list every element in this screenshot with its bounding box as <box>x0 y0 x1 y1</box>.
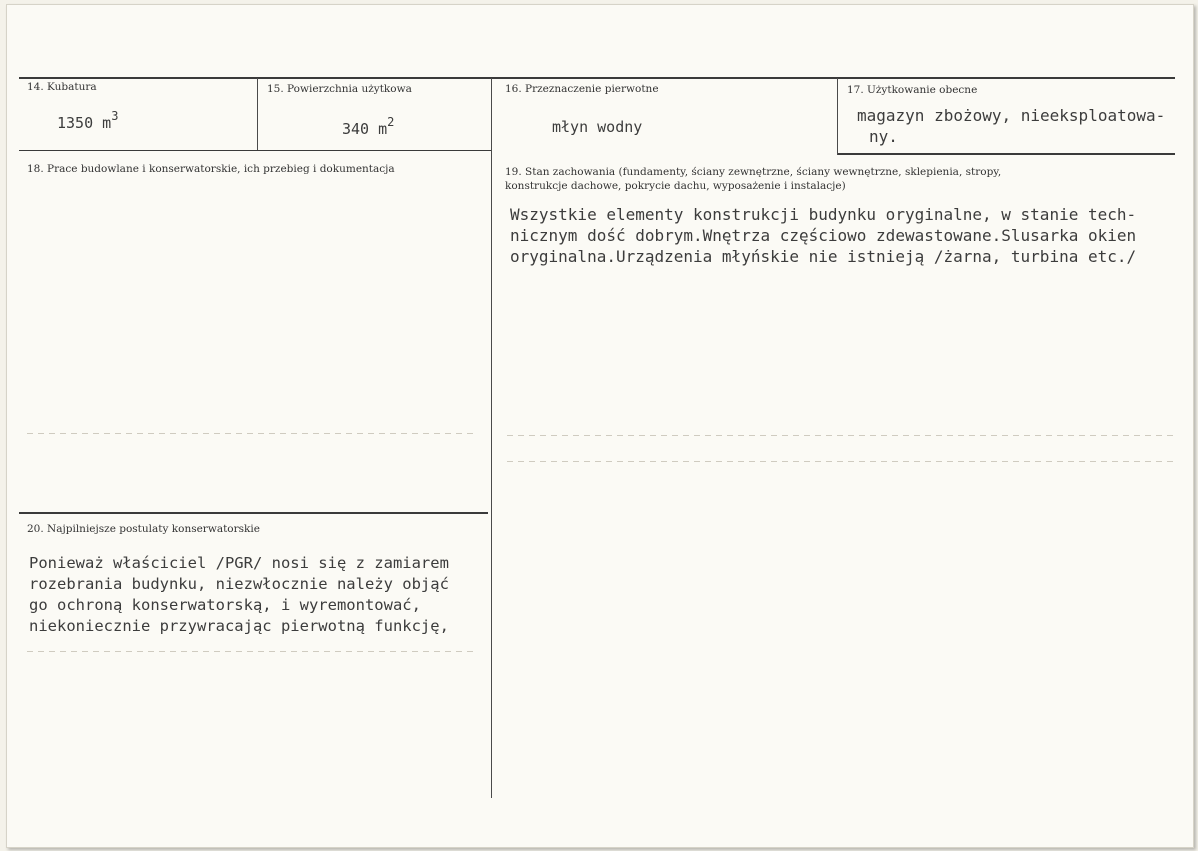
field-19-line-3: oryginalna.Urządzenia młyńskie nie istnieją /żarna, turbina etc./ <box>510 247 1137 266</box>
field-17-line-2: ny. <box>869 127 898 146</box>
field-16-label: 16. Przeznaczenie pierwotne <box>505 83 659 95</box>
field-17-label: 17. Użytkowanie obecne <box>847 84 978 96</box>
powierzchnia-value: 340 m <box>342 120 388 138</box>
guide-line <box>27 651 477 652</box>
field-14-label: 14. Kubatura <box>27 81 97 93</box>
field-18-label: 18. Prace budowlane i konserwatorskie, ich przebieg i dokumentacja <box>27 163 395 175</box>
field-19-line-2: nicznym dość dobrym.Wnętrza częściowo zdewastowane.Slusarka okien <box>510 226 1137 245</box>
top-border <box>19 77 1175 79</box>
field-20-line-3: go ochroną konserwatorską, i wyremontować, <box>29 596 421 614</box>
guide-line <box>507 435 1177 436</box>
field-19-label-line-2: konstrukcje dachowe, pokrycie dachu, wyposażenie i instalacje) <box>505 180 846 192</box>
divider-14-15 <box>257 78 258 150</box>
field-20-label: 20. Najpilniejsze postulaty konserwatorskie <box>27 523 260 535</box>
field-16-value: młyn wodny <box>552 118 643 136</box>
field-14-value <box>57 109 118 132</box>
field-19-line-1: Wszystkie elementy konstrukcji budynku oryginalne, w stanie tech- <box>510 205 1137 224</box>
registry-card <box>6 4 1194 848</box>
kubatura-exponent: 3 <box>111 109 119 123</box>
divider-15-16 <box>491 78 492 798</box>
guide-line <box>27 433 477 434</box>
field-17-line-1: magazyn zbożowy, nieeksploatowa- <box>857 106 1166 125</box>
powierzchnia-exponent: 2 <box>387 115 395 129</box>
row-18-20-border <box>19 512 488 514</box>
field-20-line-2: rozebrania budynku, niezwłocznie należy objąć <box>29 575 449 593</box>
field-15-label: 15. Powierzchnia użytkowa <box>267 83 412 95</box>
field-20-line-1: Ponieważ właściciel /PGR/ nosi się z zamiarem <box>29 554 449 572</box>
guide-line <box>507 461 1177 462</box>
field-20-line-4: niekoniecznie przywracając pierwotną funkcję, <box>29 617 449 635</box>
divider-16-17 <box>837 78 838 155</box>
row1-bottom-border-right <box>837 153 1175 155</box>
row1-bottom-border <box>19 150 491 151</box>
kubatura-value: 1350 m <box>57 114 112 132</box>
field-15-value <box>342 115 394 138</box>
field-19-label-line-1: 19. Stan zachowania (fundamenty, ściany zewnętrzne, ściany wewnętrzne, sklepienia, stropy, <box>505 166 1002 178</box>
